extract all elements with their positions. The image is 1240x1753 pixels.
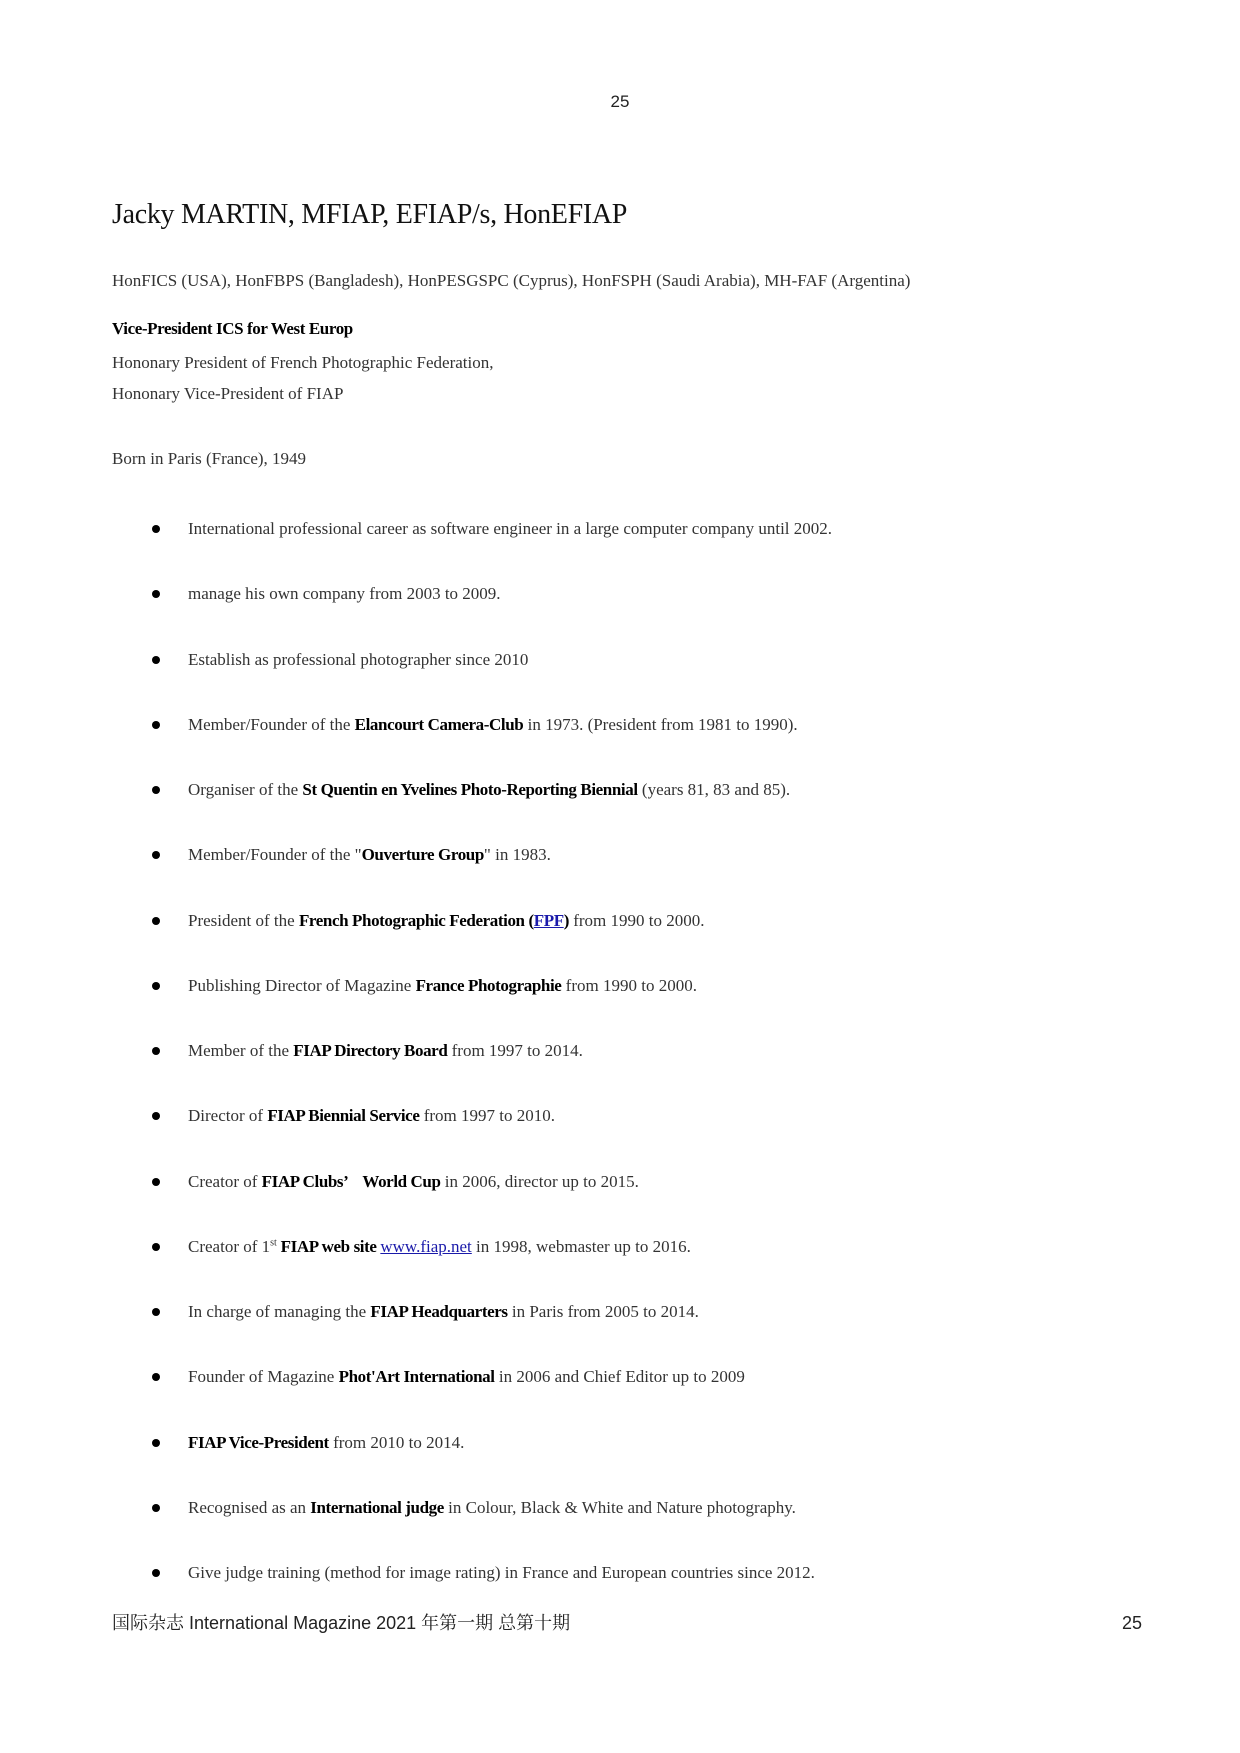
career-text: " in 1983. bbox=[483, 845, 551, 865]
footer-page-number: 25 bbox=[1121, 1613, 1142, 1633]
bullet-icon bbox=[152, 1308, 160, 1316]
career-text: President of the bbox=[188, 910, 299, 930]
bullet-icon bbox=[152, 1243, 160, 1251]
career-item-text bbox=[188, 584, 501, 604]
page-number-top: 25 bbox=[610, 92, 630, 111]
career-text: in 1973. (President from 1981 to 1990). bbox=[523, 714, 798, 734]
bullet-icon bbox=[152, 786, 160, 794]
bullet-icon bbox=[152, 1569, 160, 1577]
career-text: Director of bbox=[188, 1106, 268, 1126]
bullet-icon bbox=[152, 982, 160, 990]
career-item bbox=[0, 1041, 1240, 1106]
career-text: Creator of bbox=[188, 1171, 262, 1191]
career-text: Give judge training (method for image rating) in France and European countries since 2012. bbox=[188, 1563, 815, 1582]
career-text: Member of the bbox=[188, 1041, 294, 1060]
bullet-icon bbox=[152, 1439, 160, 1447]
career-item-text bbox=[188, 1302, 699, 1322]
career-text: Recognised as an bbox=[188, 1497, 311, 1517]
career-highlight: St Quentin en Yvelines Photo-Reporting Biennial bbox=[302, 780, 638, 799]
honors-line: HonFICS (USA), HonFBPS (Bangladesh), HonPESGSPC (Cyprus), HonFSPH (Saudi Arabia), MH-FAF (Argentina) bbox=[112, 271, 911, 290]
career-item-text bbox=[188, 976, 697, 996]
career-item-text bbox=[188, 1433, 464, 1453]
career-text: Member/Founder of the " bbox=[188, 845, 362, 865]
honorary-vice-president-role: Hononary Vice-President of FIAP bbox=[112, 384, 344, 403]
fiap-website-link[interactable]: www.fiap.net bbox=[380, 1236, 472, 1256]
bullet-icon bbox=[152, 1047, 160, 1055]
career-text: Establish as professional photographer since 2010 bbox=[188, 649, 529, 669]
career-item-text bbox=[188, 715, 798, 735]
career-highlight: World Cup bbox=[362, 1171, 441, 1191]
career-highlight: Elancourt Camera-Club bbox=[354, 714, 524, 734]
bullet-icon bbox=[152, 1373, 160, 1381]
vice-president-role: Vice-President ICS for West Europ bbox=[112, 319, 353, 338]
footer-magazine-title: 国际杂志 International Magazine 2021 年第一期 总第十期 bbox=[112, 1613, 571, 1633]
career-item bbox=[0, 1498, 1240, 1563]
career-item-text bbox=[188, 1106, 555, 1126]
career-highlight: International judge bbox=[310, 1497, 444, 1517]
career-text: from 1990 to 2000. bbox=[561, 975, 697, 995]
career-text: Founder of Magazine bbox=[188, 1367, 339, 1387]
career-text: Creator of 1 bbox=[188, 1236, 271, 1256]
fpf-link[interactable]: FPF bbox=[533, 910, 564, 930]
career-item-text bbox=[188, 780, 790, 800]
page-title: Jacky MARTIN, MFIAP, EFIAP/s, HonEFIAP bbox=[112, 199, 628, 230]
career-item bbox=[0, 845, 1240, 910]
career-item-text bbox=[188, 1041, 583, 1061]
career-item bbox=[0, 1433, 1240, 1498]
bullet-icon bbox=[152, 1112, 160, 1120]
career-item-text bbox=[188, 1172, 639, 1192]
career-text: International professional career as software engineer in a large computer company until 2002. bbox=[188, 519, 833, 538]
career-item-text bbox=[188, 1367, 745, 1387]
honorary-president-role: Hononary President of French Photographic Federation, bbox=[112, 353, 494, 372]
career-item-text bbox=[188, 650, 528, 670]
career-item bbox=[0, 650, 1240, 715]
bullet-icon bbox=[152, 1178, 160, 1186]
ordinal-suffix: st bbox=[270, 1237, 277, 1249]
career-highlight: Phot'Art International bbox=[338, 1367, 495, 1387]
career-item-text bbox=[188, 911, 704, 931]
bullet-icon bbox=[152, 656, 160, 664]
career-text: in Colour, Black & White and Nature photography. bbox=[443, 1497, 796, 1517]
birth-info: Born in Paris (France), 1949 bbox=[112, 449, 307, 468]
career-highlight: ) bbox=[563, 910, 569, 930]
career-text: from 1997 to 2010. bbox=[419, 1106, 555, 1126]
career-text: from 1990 to 2000. bbox=[568, 910, 705, 930]
career-item bbox=[0, 584, 1240, 649]
bullet-icon bbox=[152, 721, 160, 729]
career-text: (years 81, 83 and 85). bbox=[637, 780, 791, 799]
career-text: in 2006, director up to 2015. bbox=[440, 1171, 639, 1191]
career-item bbox=[0, 1172, 1240, 1237]
career-text: from 2010 to 2014. bbox=[328, 1432, 465, 1452]
career-item bbox=[0, 715, 1240, 780]
bullet-icon bbox=[152, 525, 160, 533]
career-item bbox=[0, 911, 1240, 976]
career-highlight: FIAP Biennial Service bbox=[267, 1106, 420, 1126]
career-item bbox=[0, 1302, 1240, 1367]
career-highlight: French Photographic Federation ( bbox=[298, 910, 534, 930]
career-item-text bbox=[188, 1237, 691, 1257]
career-highlight: FIAP web site bbox=[276, 1236, 381, 1256]
career-text: in Paris from 2005 to 2014. bbox=[507, 1302, 699, 1321]
career-item-text bbox=[188, 519, 832, 539]
bullet-icon bbox=[152, 590, 160, 598]
career-item bbox=[0, 976, 1240, 1041]
career-item-text bbox=[188, 1498, 796, 1518]
career-item bbox=[0, 1237, 1240, 1302]
career-highlight: France Photographie bbox=[415, 975, 562, 995]
career-text: In charge of managing the bbox=[188, 1302, 371, 1321]
bullet-icon bbox=[152, 1504, 160, 1512]
career-list bbox=[0, 519, 1240, 1628]
career-item-text bbox=[188, 1563, 815, 1583]
career-text: from 1997 to 2014. bbox=[447, 1041, 583, 1060]
career-item bbox=[0, 1367, 1240, 1432]
career-item bbox=[0, 1106, 1240, 1171]
career-text: in 2006 and Chief Editor up to 2009 bbox=[494, 1367, 745, 1387]
career-text: manage his own company from 2003 to 2009. bbox=[188, 584, 501, 604]
career-text: Publishing Director of Magazine bbox=[188, 975, 416, 995]
bullet-icon bbox=[152, 917, 160, 925]
career-highlight: FIAP Directory Board bbox=[293, 1041, 448, 1060]
career-highlight: FIAP Headquarters bbox=[370, 1302, 508, 1321]
career-item bbox=[0, 519, 1240, 584]
career-highlight: Ouverture Group bbox=[361, 845, 484, 865]
career-highlight: FIAP Vice-President bbox=[188, 1432, 329, 1452]
career-text: Member/Founder of the bbox=[188, 714, 355, 734]
career-item-text bbox=[188, 845, 551, 865]
career-highlight: FIAP Clubs’ bbox=[261, 1171, 349, 1191]
career-text: in 1998, webmaster up to 2016. bbox=[471, 1236, 691, 1256]
career-item bbox=[0, 780, 1240, 845]
bullet-icon bbox=[152, 851, 160, 859]
career-text: Organiser of the bbox=[188, 780, 303, 799]
